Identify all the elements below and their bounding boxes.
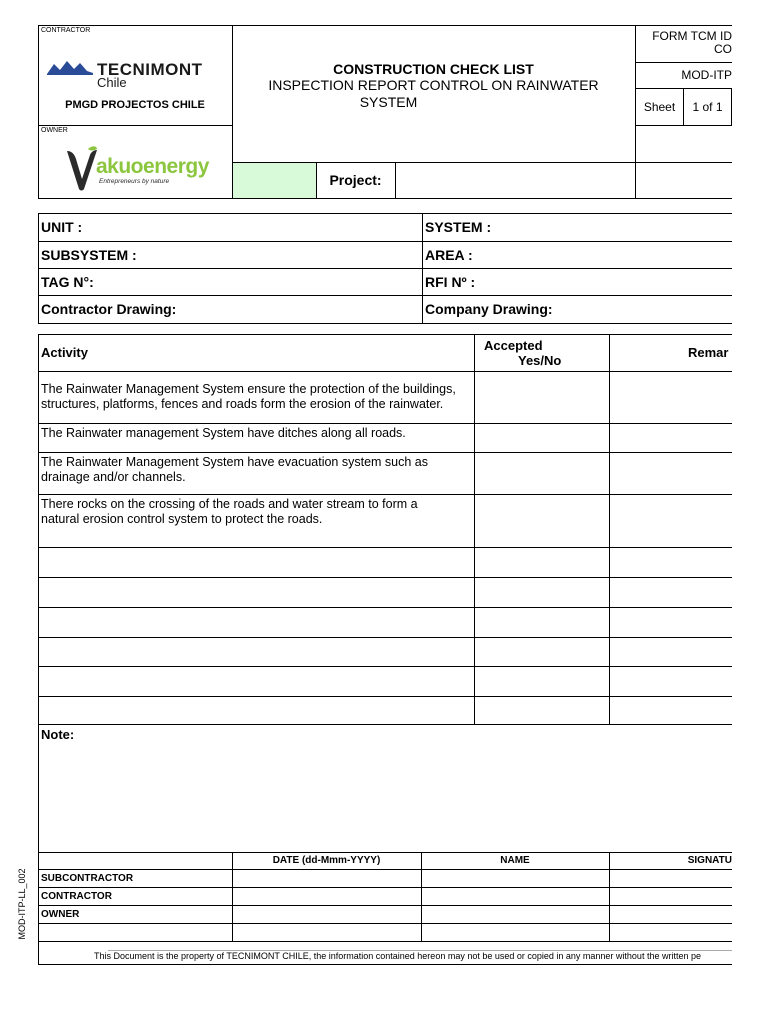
side-document-code: MOD-ITP-LL_002 (17, 868, 27, 940)
activity-text-line: There rocks on the crossing of the roads and water stream to form a (41, 497, 418, 511)
note-label: Note: (41, 727, 75, 742)
akuo-logo-text: akuoenergy (96, 155, 209, 178)
note-area[interactable] (39, 745, 732, 851)
remarks-cell[interactable] (610, 424, 732, 452)
name-cell[interactable] (422, 906, 609, 923)
form-code: MOD-ITP (681, 68, 732, 82)
remarks-cell[interactable] (610, 453, 732, 494)
subcontractor-row-label: SUBCONTRACTOR (41, 873, 134, 884)
name-cell[interactable] (422, 870, 609, 887)
area-field[interactable]: AREA : (425, 247, 473, 263)
accepted-column-header-line2: Yes/No (518, 353, 562, 368)
document-subtitle-line2: SYSTEM (359, 94, 418, 110)
project-highlight-cell (233, 163, 316, 198)
accepted-cell[interactable] (475, 495, 609, 547)
activity-row (41, 497, 473, 527)
date-cell[interactable] (233, 870, 421, 887)
akuo-energy-logo (66, 145, 226, 195)
akuo-mark-icon (66, 145, 98, 191)
signature-cell[interactable] (610, 870, 732, 887)
signature-column-header: SIGNATU (687, 855, 732, 866)
name-cell[interactable] (422, 888, 609, 905)
document-subtitle-line1: INSPECTION REPORT CONTROL ON RAINWATER (268, 77, 599, 93)
activity-row (41, 426, 473, 441)
remarks-cell[interactable] (610, 495, 732, 547)
contractor-row-label: CONTRACTOR (41, 891, 112, 902)
signature-cell[interactable] (610, 888, 732, 905)
date-column-header: DATE (dd-Mmm-YYYY) (272, 855, 381, 866)
system-field[interactable]: SYSTEM : (425, 219, 492, 235)
owner-caption: OWNER (41, 127, 68, 134)
activity-row (41, 455, 473, 485)
tecnimont-mark-icon (47, 58, 95, 78)
activity-text-line: natural erosion control system to protect the roads. (41, 512, 323, 526)
name-column-header: NAME (500, 855, 530, 866)
contractor-drawing-field[interactable]: Contractor Drawing: (41, 301, 177, 317)
unit-field[interactable]: UNIT : (41, 219, 83, 235)
accepted-cell[interactable] (475, 453, 609, 494)
remarks-column-header: Remar (688, 345, 729, 360)
project-label: Project: (329, 172, 382, 188)
accepted-cell[interactable] (475, 424, 609, 452)
signature-cell[interactable] (610, 906, 732, 923)
sheet-value: 1 of 1 (692, 100, 723, 114)
owner-row-label: OWNER (41, 909, 80, 920)
accepted-column-header-line1: Accepted (484, 338, 543, 353)
contractor-caption: CONTRACTOR (41, 27, 91, 34)
tecnimont-name: TECNIMONT (97, 60, 203, 79)
remarks-cell[interactable] (610, 372, 732, 423)
footer-disclaimer: This Document is the property of TECNIMONT CHILE, the information contained hereon may not be used or copied in any manner without the written pe (94, 951, 701, 961)
activity-row (41, 382, 473, 412)
activity-text-line: drainage and/or channels. (41, 470, 186, 484)
tecnimont-logo (47, 58, 233, 92)
activity-text-line: structures, platforms, fences and roads form the erosion of the rainwater. (41, 397, 444, 411)
form-id-line1: FORM TCM ID (652, 29, 732, 43)
date-cell[interactable] (233, 906, 421, 923)
sheet-label: Sheet (643, 100, 676, 114)
date-cell[interactable] (233, 888, 421, 905)
accepted-cell[interactable] (475, 372, 609, 423)
document-title: CONSTRUCTION CHECK LIST (333, 61, 534, 77)
tag-field[interactable]: TAG N°: (41, 274, 94, 290)
activity-text-line: The Rainwater Management System have evacuation system such as (41, 455, 428, 469)
tecnimont-country: Chile (97, 75, 127, 90)
subsystem-field[interactable]: SUBSYSTEM : (41, 247, 137, 263)
form-id-line2: CO (714, 42, 732, 56)
activity-text-line: The Rainwater Management System ensure the protection of the buildings, (41, 382, 456, 396)
akuo-tagline: Entrepreneurs by nature (99, 178, 170, 185)
contractor-project-name: PMGD PROJECTOS CHILE (65, 99, 205, 111)
activity-column-header: Activity (41, 345, 88, 360)
activity-text-line: The Rainwater management System have ditches along all roads. (41, 426, 406, 440)
rfi-field[interactable]: RFI Nº : (425, 274, 476, 290)
company-drawing-field[interactable]: Company Drawing: (425, 301, 553, 317)
